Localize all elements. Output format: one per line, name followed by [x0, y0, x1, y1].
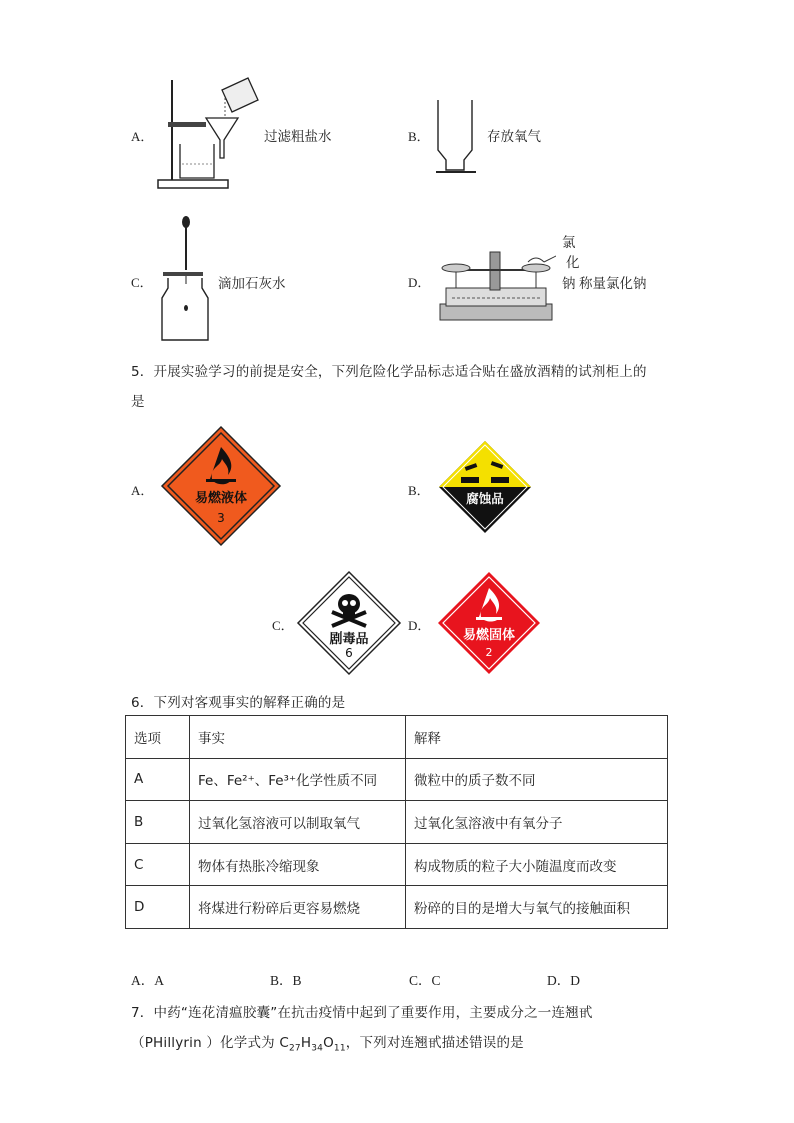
header-option: 选项: [126, 716, 190, 759]
row-fact: 过氧化氢溶液可以制取氧气: [190, 801, 406, 844]
row-option: A: [126, 758, 190, 801]
formula-h: H: [300, 1035, 312, 1051]
sign-b-letter: B．: [408, 483, 430, 498]
sign-c-number: 6: [345, 646, 353, 660]
row-fact: 将煤进行粉碎后更容易燃烧: [190, 886, 406, 929]
sign-a-number: 3: [217, 511, 225, 525]
answer-c[interactable]: C．C: [409, 973, 441, 988]
sign-d-label: 易燃固体: [462, 628, 515, 643]
row-option: D: [126, 886, 190, 929]
table-row: [126, 886, 668, 929]
balance-side-label-3: 钠: [562, 276, 576, 292]
option-c-caption: 滴加石灰水: [218, 276, 286, 292]
flammable-liquid-sign: [160, 425, 282, 547]
question-7-line-1: 7．中药“连花清瘟胶囊”在抗击疫情中起到了重要作用，主要成分之一连翘甙: [131, 1005, 593, 1021]
sign-c-label: 剧毒品: [329, 632, 369, 647]
formula-suffix: ，下列对连翘甙描述错误的是: [345, 1035, 524, 1051]
row-option: B: [126, 801, 190, 844]
answer-a[interactable]: A．A: [131, 973, 164, 988]
formula-sub-c: 27: [289, 1043, 301, 1054]
gas-jar-image: [434, 96, 478, 176]
row-explanation: 粉碎的目的是增大与氧气的接触面积: [406, 886, 668, 929]
option-a-letter: A．: [131, 129, 154, 144]
flammable-solid-sign: [436, 570, 542, 676]
question-6-title: 6．下列对客观事实的解释正确的是: [131, 695, 346, 711]
question-5-line-1: 5．开展实验学习的前提是安全，下列危险化学品标志适合贴在盛放酒精的试剂柜上的: [131, 364, 647, 380]
option-b-caption: 存放氧气: [487, 129, 541, 145]
answer-d[interactable]: D．D: [547, 973, 580, 988]
row-explanation: 微粒中的质子数不同: [406, 758, 668, 801]
sign-d-number: 2: [485, 646, 493, 659]
balance-image: [436, 244, 556, 324]
sign-d-letter: D．: [408, 618, 431, 633]
toxic-sign: [296, 570, 402, 676]
facts-table: [125, 715, 668, 929]
table-header-row: [126, 716, 668, 759]
sign-a-label: 易燃液体: [194, 491, 247, 506]
formula-prefix: （PHillyrin ）化学式为 C: [131, 1035, 289, 1051]
option-a-caption: 过滤粗盐水: [264, 129, 332, 145]
balance-side-label-2: 化: [566, 255, 580, 271]
table-row: [126, 843, 668, 886]
option-d-letter: D．: [408, 275, 431, 290]
row-explanation: 过氧化氢溶液中有氧分子: [406, 801, 668, 844]
sign-c-letter: C．: [272, 618, 294, 633]
answer-b[interactable]: B．B: [270, 973, 302, 988]
formula-o: O: [323, 1035, 334, 1051]
sign-b-label: 腐蚀品: [466, 491, 504, 506]
formula-sub-h: 34: [311, 1043, 324, 1054]
option-b-letter: B．: [408, 129, 430, 144]
option-c-letter: C．: [131, 275, 153, 290]
row-fact: 物体有热胀冷缩现象: [190, 843, 406, 886]
formula-sub-o: 11: [333, 1043, 346, 1054]
question-7-line-2: [131, 1031, 524, 1054]
row-option: C: [126, 843, 190, 886]
row-explanation: 构成物质的粒子大小随温度而改变: [406, 843, 668, 886]
table-row: [126, 801, 668, 844]
balance-side-label-1: 氯: [562, 235, 576, 251]
header-fact: 事实: [190, 716, 406, 759]
question-5-line-2: 是: [131, 394, 145, 410]
dropper-bottle-image: [158, 212, 214, 342]
corrosive-sign: [437, 439, 533, 535]
row-fact: Fe、Fe²⁺、Fe³⁺化学性质不同: [190, 758, 406, 801]
table-row: [126, 758, 668, 801]
filtration-apparatus-image: [150, 72, 260, 194]
header-explanation: 解释: [406, 716, 668, 759]
option-d-caption: 称量氯化钠: [579, 276, 647, 292]
sign-a-letter: A．: [131, 483, 154, 498]
